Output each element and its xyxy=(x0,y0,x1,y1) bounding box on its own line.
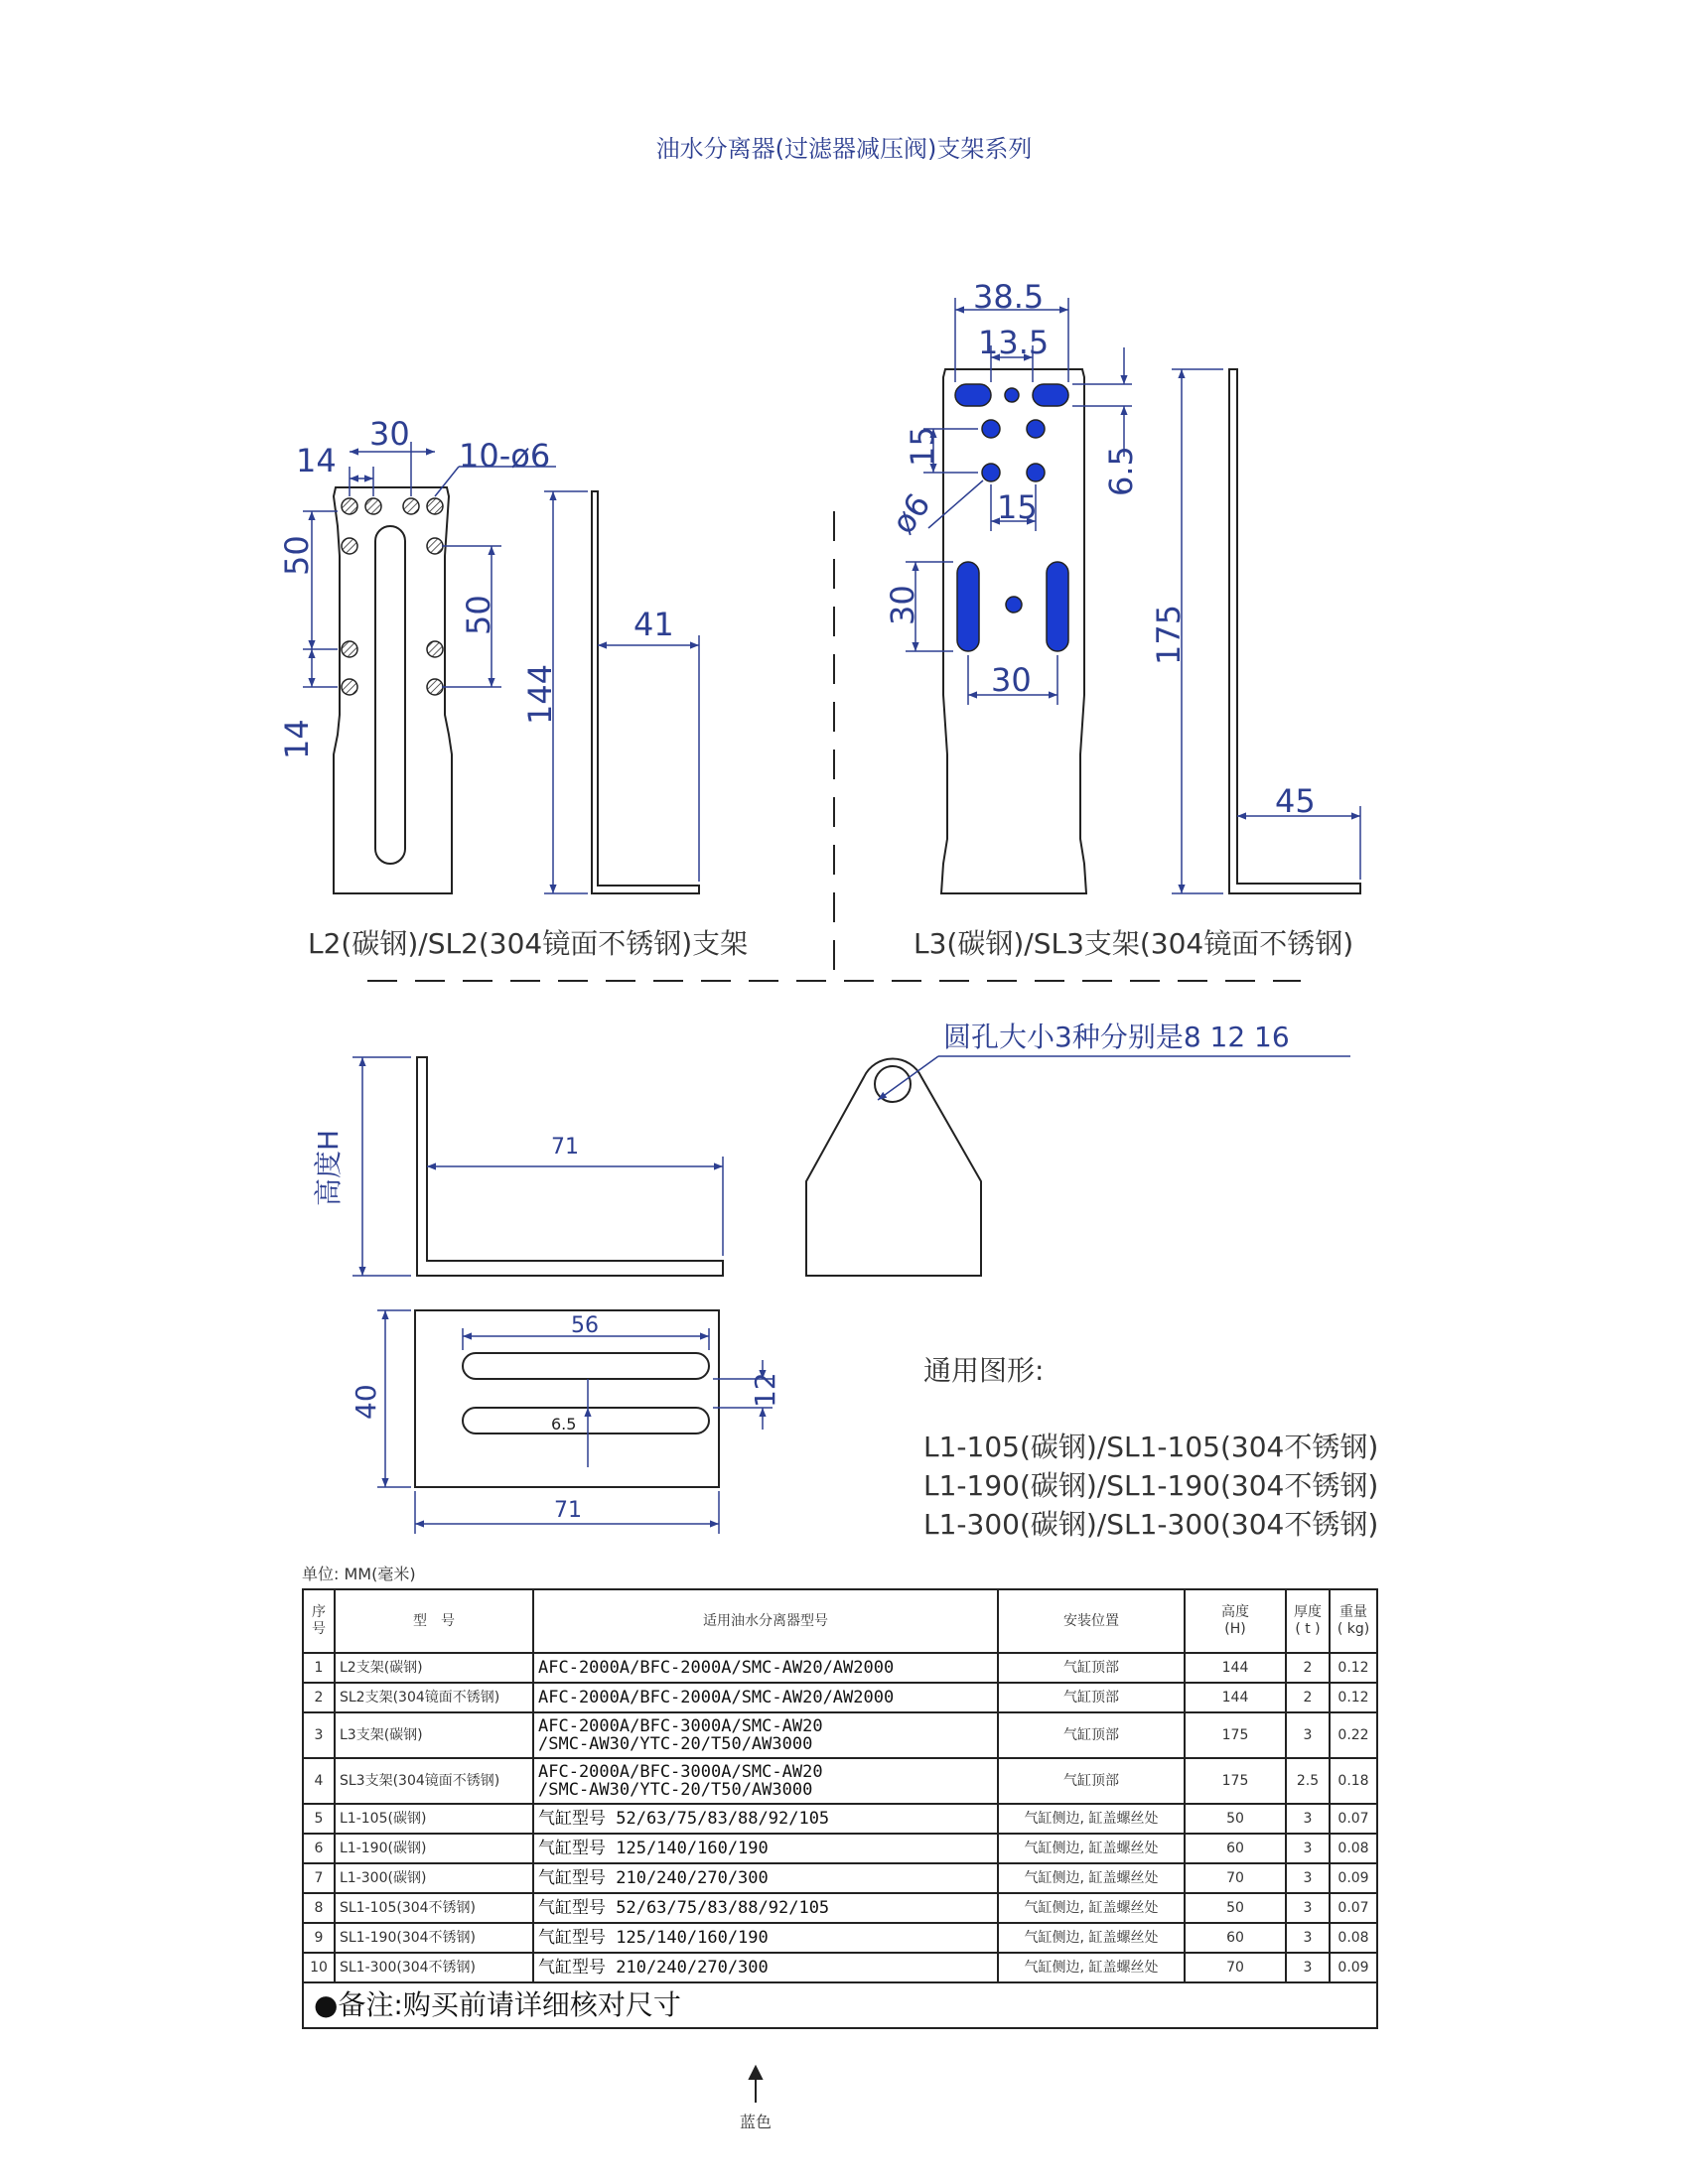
cell-thickness: 3 xyxy=(1286,1712,1330,1758)
cell-thickness: 3 xyxy=(1286,1863,1330,1893)
cell-weight: 0.09 xyxy=(1330,1863,1377,1893)
cell-position: 气缸顶部 xyxy=(998,1653,1185,1683)
cell-position: 气缸侧边, 缸盖螺丝处 xyxy=(998,1863,1185,1893)
l2-dim-holes: 10-ø6 xyxy=(459,437,551,475)
cell-model: SL2支架(304镜面不锈钢) xyxy=(335,1683,533,1712)
l2-dim-144: 144 xyxy=(521,663,559,725)
cell-no: 3 xyxy=(303,1712,335,1758)
cell-thickness: 3 xyxy=(1286,1834,1330,1863)
cell-weight: 0.12 xyxy=(1330,1683,1377,1712)
l1-plan-dim-40: 40 xyxy=(350,1384,382,1420)
table-row xyxy=(303,1683,1377,1712)
cell-model: SL1-190(304不锈钢) xyxy=(335,1923,533,1953)
cell-no: 4 xyxy=(303,1758,335,1804)
common-title: 通用图形: xyxy=(923,1354,1045,1387)
cell-model: L2支架(碳钢) xyxy=(335,1653,533,1683)
cell-position: 气缸顶部 xyxy=(998,1712,1185,1758)
cell-model: SL3支架(304镜面不锈钢) xyxy=(335,1758,533,1804)
l1-side-view xyxy=(312,1057,723,1276)
cell-position: 气缸顶部 xyxy=(998,1758,1185,1804)
cell-no: 7 xyxy=(303,1863,335,1893)
l2-dim-14-top: 14 xyxy=(296,442,337,479)
cell-weight: 0.07 xyxy=(1330,1804,1377,1834)
common-model-105: L1-105(碳钢)/SL1-105(304不锈钢) xyxy=(923,1431,1379,1463)
table-row xyxy=(303,1834,1377,1863)
l3-dim-30-vertical: 30 xyxy=(884,585,921,625)
l3-dim-38-5: 38.5 xyxy=(973,278,1045,316)
cell-fits: 气缸型号 125/140/160/190 xyxy=(533,1834,998,1863)
l3-dim-15-vertical: 15 xyxy=(904,426,941,467)
cell-height: 70 xyxy=(1185,1953,1286,1982)
header-no: 序 号 xyxy=(303,1589,335,1653)
cell-model: SL1-300(304不锈钢) xyxy=(335,1953,533,1982)
cell-model: L1-190(碳钢) xyxy=(335,1834,533,1863)
cell-fits: 气缸型号 52/63/75/83/88/92/105 xyxy=(533,1804,998,1834)
l1-end-view xyxy=(806,1021,1350,1276)
l1-height-label: 高度H xyxy=(312,1129,345,1206)
header-position: 安装位置 xyxy=(998,1589,1185,1653)
cell-fits: AFC-2000A/BFC-2000A/SMC-AW20/AW2000 xyxy=(533,1683,998,1712)
legend-arrow xyxy=(750,2067,762,2103)
common-model-190: L1-190(碳钢)/SL1-190(304不锈钢) xyxy=(923,1469,1379,1502)
cell-height: 175 xyxy=(1185,1712,1286,1758)
l3-side-view xyxy=(1172,369,1360,893)
cell-weight: 0.09 xyxy=(1330,1953,1377,1982)
cell-thickness: 2.5 xyxy=(1286,1758,1330,1804)
table-row xyxy=(303,1804,1377,1834)
cell-no: 8 xyxy=(303,1893,335,1923)
cell-no: 1 xyxy=(303,1653,335,1683)
table-header-row xyxy=(303,1589,1377,1653)
cell-thickness: 2 xyxy=(1286,1683,1330,1712)
legend-label: 蓝色 xyxy=(740,2113,773,2131)
l2-side-view xyxy=(544,491,699,893)
cell-fits: 气缸型号 210/240/270/300 xyxy=(533,1863,998,1893)
header-weight: 重量 ( kg) xyxy=(1330,1589,1377,1653)
l3-dim-15-horizontal: 15 xyxy=(997,488,1038,526)
l3-dim-6-5: 6.5 xyxy=(1102,446,1140,496)
l1-plan-dim-12: 12 xyxy=(749,1372,781,1408)
cell-fits: 气缸型号 210/240/270/300 xyxy=(533,1953,998,1982)
table-row xyxy=(303,1923,1377,1953)
l2-dim-30: 30 xyxy=(369,415,410,453)
l1-plan-dim-56: 56 xyxy=(571,1313,599,1338)
cell-position: 气缸顶部 xyxy=(998,1683,1185,1712)
section-divider xyxy=(367,511,1301,981)
cell-weight: 0.08 xyxy=(1330,1923,1377,1953)
cell-model: L1-300(碳钢) xyxy=(335,1863,533,1893)
l2-dim-41: 41 xyxy=(633,606,674,643)
purchase-note: ●备注:购买前请详细核对尺寸 xyxy=(303,1982,1377,2028)
cell-fits: AFC-2000A/BFC-2000A/SMC-AW20/AW2000 xyxy=(533,1653,998,1683)
l1-plan-dim-71: 71 xyxy=(554,1498,582,1523)
cell-height: 50 xyxy=(1185,1893,1286,1923)
table-row xyxy=(303,1653,1377,1683)
cell-thickness: 2 xyxy=(1286,1653,1330,1683)
l2-dim-14-bottom: 14 xyxy=(278,719,316,759)
cell-model: L3支架(碳钢) xyxy=(335,1712,533,1758)
cell-height: 175 xyxy=(1185,1758,1286,1804)
cell-position: 气缸侧边, 缸盖螺丝处 xyxy=(998,1923,1185,1953)
l2-caption: L2(碳钢)/SL2(304镜面不锈钢)支架 xyxy=(308,927,749,960)
table-row xyxy=(303,1953,1377,1982)
cell-no: 2 xyxy=(303,1683,335,1712)
cell-position: 气缸侧边, 缸盖螺丝处 xyxy=(998,1804,1185,1834)
l3-dim-45: 45 xyxy=(1275,782,1316,820)
header-fits: 适用油水分离器型号 xyxy=(533,1589,998,1653)
cell-thickness: 3 xyxy=(1286,1953,1330,1982)
cell-model: SL1-105(304不锈钢) xyxy=(335,1893,533,1923)
cell-height: 60 xyxy=(1185,1834,1286,1863)
l1-plan-view xyxy=(350,1310,781,1534)
cell-weight: 0.22 xyxy=(1330,1712,1377,1758)
cell-weight: 0.08 xyxy=(1330,1834,1377,1863)
l2-dim-50-right: 50 xyxy=(460,595,497,635)
unit-label: 单位: MM(毫米) xyxy=(302,1565,416,1583)
cell-fits: 气缸型号 125/140/160/190 xyxy=(533,1923,998,1953)
l2-front-view xyxy=(334,487,452,893)
cell-height: 60 xyxy=(1185,1923,1286,1953)
l1-side-dim-71: 71 xyxy=(551,1135,579,1160)
cell-model: L1-105(碳钢) xyxy=(335,1804,533,1834)
l2-dimension-labels xyxy=(278,415,674,759)
table-row xyxy=(303,1758,1377,1804)
cell-fits: AFC-2000A/BFC-3000A/SMC-AW20 /SMC-AW30/YTC-20/T50/AW3000 xyxy=(533,1712,998,1758)
l3-dim-30-horizontal: 30 xyxy=(991,661,1032,699)
table-row xyxy=(303,1712,1377,1758)
cell-no: 6 xyxy=(303,1834,335,1863)
cell-weight: 0.07 xyxy=(1330,1893,1377,1923)
cell-weight: 0.12 xyxy=(1330,1653,1377,1683)
l3-dim-hole-diameter: ø6 xyxy=(884,486,938,541)
l2-dim-50-left: 50 xyxy=(278,535,316,576)
l1-hole-size-note: 圆孔大小3种分别是8 12 16 xyxy=(943,1021,1290,1053)
l3-dimension-labels xyxy=(884,278,1316,820)
cell-height: 70 xyxy=(1185,1863,1286,1893)
cell-fits: AFC-2000A/BFC-3000A/SMC-AW20 /SMC-AW30/YTC-20/T50/AW3000 xyxy=(533,1758,998,1804)
cell-position: 气缸侧边, 缸盖螺丝处 xyxy=(998,1834,1185,1863)
cell-position: 气缸侧边, 缸盖螺丝处 xyxy=(998,1953,1185,1982)
cell-thickness: 3 xyxy=(1286,1804,1330,1834)
l3-dim-13-5: 13.5 xyxy=(978,324,1050,361)
spec-table xyxy=(302,1588,1378,2029)
header-model: 型 号 xyxy=(335,1589,533,1653)
page-title: 油水分离器(过滤器减压阀)支架系列 xyxy=(655,135,1033,163)
table-note-row xyxy=(303,1982,1377,2028)
cell-thickness: 3 xyxy=(1286,1923,1330,1953)
header-thickness: 厚度 ( t ) xyxy=(1286,1589,1330,1653)
table-row xyxy=(303,1893,1377,1923)
cell-height: 144 xyxy=(1185,1653,1286,1683)
l3-caption: L3(碳钢)/SL3支架(304镜面不锈钢) xyxy=(914,927,1354,960)
l1-common-models xyxy=(923,1354,1378,1541)
common-model-300: L1-300(碳钢)/SL1-300(304不锈钢) xyxy=(923,1508,1379,1541)
cell-no: 9 xyxy=(303,1923,335,1953)
l1-plan-dim-6-5: 6.5 xyxy=(551,1415,577,1433)
cell-thickness: 3 xyxy=(1286,1893,1330,1923)
cell-height: 50 xyxy=(1185,1804,1286,1834)
table-row xyxy=(303,1863,1377,1893)
cell-weight: 0.18 xyxy=(1330,1758,1377,1804)
cell-fits: 气缸型号 52/63/75/83/88/92/105 xyxy=(533,1893,998,1923)
l3-dim-175: 175 xyxy=(1150,604,1188,665)
header-height: 高度 (H) xyxy=(1185,1589,1286,1653)
cell-no: 5 xyxy=(303,1804,335,1834)
cell-no: 10 xyxy=(303,1953,335,1982)
cell-position: 气缸侧边, 缸盖螺丝处 xyxy=(998,1893,1185,1923)
cell-height: 144 xyxy=(1185,1683,1286,1712)
